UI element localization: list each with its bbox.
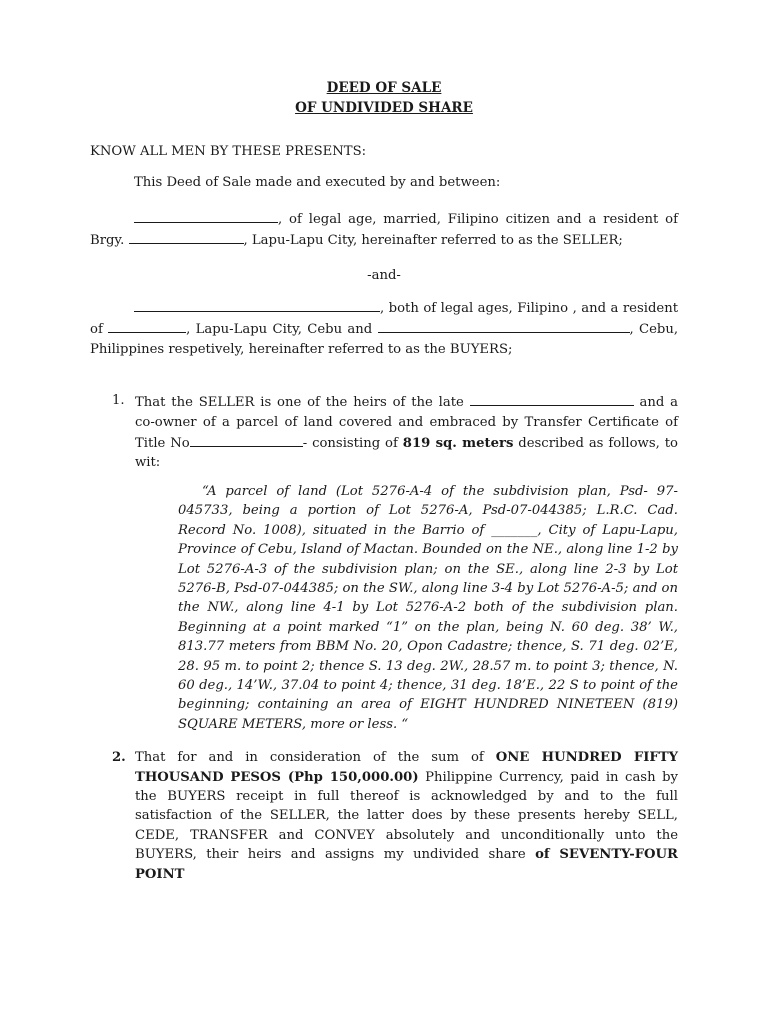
list-item-2 (90, 748, 678, 884)
buyers-text-b: , Lapu-Lapu City, Cebu and (186, 322, 378, 338)
and-separator: -and- (367, 267, 401, 283)
quote-text: “A parcel of land (Lot 5276-A-4 of the subdivision plan, Psd- 97-045733, being a portion of Lot 5276-A, Psd-07-044385; L.R.C. Cad. Record No. 1008), situated in the Barrio of _______, City of Lapu-Lapu, Province of Cebu, Island of Mactan. Bounded on the NE., along line 1-2 by Lot 5276-A-3 of the subdivision plan; on the SE., along line 2-3 by Lot 5276-B, Psd-07-044385; on the SW., along line 3-4 by Lot 5276-A-5; and on the NW., along line 4-1 by Lot 5276-A-2 both of the subdivision plan. Beginning at a point marked “1” on the plan, being N. 60 deg. 38’ W., 813.77 meters from BBM No. 20, Opon Cadastre; thence, S. 71 deg. 02’E, 28. 95 m. to point 2; thence S. 13 deg. 2W., 28.57 m. to point 3; thence, N. 60 deg., 14’W., 37.04 to point 4; thence, 31 deg. 18’E., 22 S to point of the beginning; containing an area of EIGHT HUNDRED NINETEEN (819) SQUARE METERS, more or less. “ (178, 483, 678, 732)
item1-text-a: That the SELLER is one of the heirs of the late (135, 395, 470, 411)
buyers-text-c: , Cebu, Philippines respetively, hereinafter referred to as the BUYERS; (90, 322, 679, 357)
buyer2-name-blank (378, 318, 630, 333)
seller-text-b: , Lapu-Lapu City, hereinafter referred to as the SELLER; (243, 233, 623, 249)
buyer1-address-blank (108, 318, 186, 333)
document-title-line2: OF UNDIVIDED SHARE (295, 100, 473, 116)
item1-text-d: described as follows, to wit: (135, 436, 678, 471)
tct-number-blank (190, 432, 303, 447)
land-description-quote (90, 482, 678, 734)
seller-paragraph (90, 208, 678, 251)
buyer1-name-blank (134, 297, 380, 312)
buyers-paragraph (90, 297, 678, 359)
know-all-heading: KNOW ALL MEN BY THESE PRESENTS: (90, 144, 367, 159)
list-number-1: 1. (112, 393, 125, 409)
buyers-text-a: , both of legal ages, Filipino , and a resident of (90, 301, 678, 338)
price-bold: ONE HUNDRED FIFTY THOUSAND PESOS (Php 150,000.00) (135, 750, 679, 785)
seller-text-a: , of legal age, married, Filipino citizen and a resident of Brgy. (90, 211, 678, 249)
intro-paragraph: This Deed of Sale made and executed by and between: (134, 175, 501, 191)
share-bold: of SEVENTY-FOUR POINT (135, 847, 678, 882)
document-title-line1: DEED OF SALE (326, 80, 442, 96)
seller-barangay-blank (129, 229, 244, 244)
item2-text-a: That for and in consideration of the sum of (135, 750, 496, 766)
area-bold: 819 sq. meters (402, 436, 514, 452)
item1-text-c: - consisting of (302, 436, 403, 452)
list-item-1 (90, 391, 678, 473)
seller-name-blank (134, 208, 278, 223)
item2-text-b: Philippine Currency, paid in cash by the BUYERS receipt in full thereof is acknowledged by and to the full satisfaction of the SELLER, the latter does by these presents hereby SELL, CEDE, TRANSFER and CONVEY absolutely and unconditionally unto the BUYERS, their heirs and assigns my undivided share (135, 769, 678, 863)
deed-document (90, 78, 678, 884)
list-number-2: 2. (112, 750, 126, 766)
late-heir-name-blank (470, 391, 634, 406)
item1-text-b: and a co-owner of a parcel of land covered and embraced by Transfer Certificate of Title No (135, 395, 678, 452)
